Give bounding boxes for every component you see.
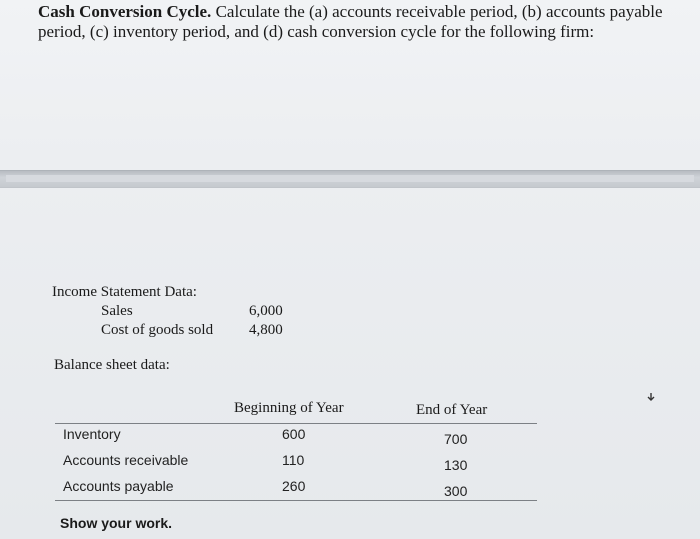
question-body: Calculate the (a) accounts receivable period, (b) accounts payable period, (c) inventory period, and (d) cash conversion cycle for the following firm:	[38, 2, 663, 41]
column-header-beginning: Beginning of Year	[234, 400, 344, 416]
row-label-inventory: Inventory	[63, 426, 121, 442]
sales-label: Sales	[101, 303, 133, 319]
divider-inner	[6, 175, 694, 182]
cogs-value: 4,800	[249, 322, 283, 338]
sales-value: 6,000	[249, 303, 283, 319]
resize-handle-icon[interactable]	[646, 392, 656, 402]
show-work-instruction: Show your work.	[60, 515, 173, 531]
question-text	[38, 2, 688, 42]
column-header-end: End of Year	[416, 402, 488, 418]
inventory-end: 700	[444, 431, 468, 447]
inventory-begin: 600	[282, 426, 306, 442]
table-top-rule	[55, 423, 537, 424]
row-label-accounts-receivable: Accounts receivable	[63, 452, 189, 468]
accounts-receivable-end: 130	[444, 457, 468, 473]
table-bottom-rule	[55, 500, 537, 501]
row-label-accounts-payable: Accounts payable	[63, 478, 174, 494]
accounts-payable-begin: 260	[282, 478, 306, 494]
balance-sheet-title: Balance sheet data:	[54, 357, 170, 373]
question-title: Cash Conversion Cycle.	[38, 2, 212, 21]
income-statement-title: Income Statement Data:	[52, 284, 197, 300]
cogs-label: Cost of goods sold	[101, 322, 214, 338]
accounts-payable-end: 300	[444, 483, 468, 499]
accounts-receivable-begin: 110	[282, 452, 305, 468]
answer-area-divider	[0, 170, 700, 188]
